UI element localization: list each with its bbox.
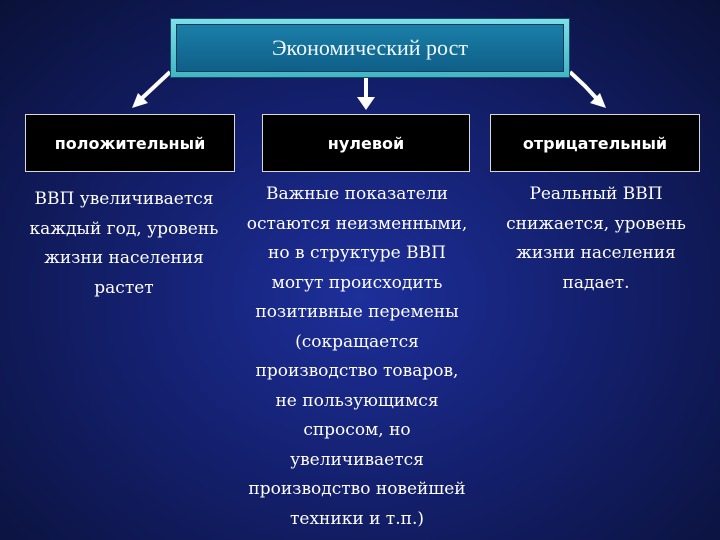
arrow-right-line [570, 72, 598, 100]
desc-line: увеличивается [290, 449, 424, 470]
description-negative [482, 180, 710, 298]
desc-line: жизни населения [44, 248, 204, 268]
diagram-title: Экономический рост [176, 24, 564, 72]
desc-line: производство товаров, [255, 361, 459, 381]
desc-line: Реальный ВВП [529, 184, 663, 204]
desc-line: Важные показатели [266, 184, 448, 204]
arrow-center-head [357, 97, 375, 110]
desc-line: техники и т.п.) [290, 508, 424, 529]
desc-line: но в структуре ВВП [268, 243, 446, 263]
desc-line: спросом, но [303, 420, 411, 440]
desc-line: не пользующимся [275, 390, 439, 411]
desc-line: (сокращается [295, 331, 419, 352]
desc-line: могут происходить [271, 272, 443, 293]
desc-line: каждый год, уровень [29, 218, 219, 239]
desc-line: жизни населения [516, 243, 676, 263]
description-zero [234, 180, 480, 534]
category-positive-label: положительный [54, 133, 206, 153]
category-zero-label: нулевой [327, 133, 405, 153]
category-positive-box [25, 114, 235, 172]
desc-line: позитивные перемены [255, 302, 459, 322]
desc-line: снижается, уровень [506, 213, 686, 234]
category-zero-box [262, 114, 470, 172]
desc-line: падает. [562, 272, 630, 293]
desc-line: растет [94, 277, 154, 298]
desc-line: остаются неизменными, [246, 213, 468, 234]
category-negative-box [490, 114, 700, 172]
desc-line: производство новейшей [248, 479, 466, 499]
description-positive [6, 185, 242, 303]
arrow-left-line [140, 72, 170, 100]
category-negative-label: отрицательный [522, 133, 668, 153]
desc-line: ВВП увеличивается [34, 189, 214, 209]
title-frame [170, 18, 570, 78]
